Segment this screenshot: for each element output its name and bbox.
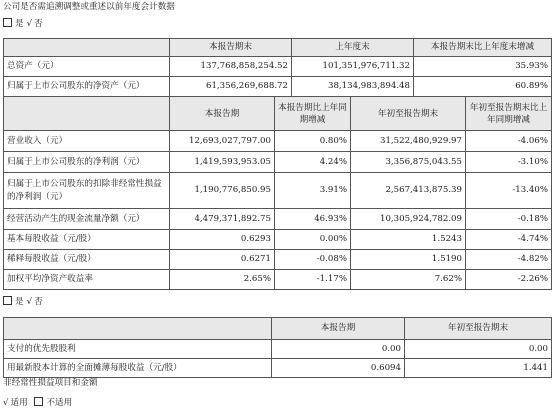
check-mark-icon: √ <box>26 19 33 29</box>
cell-value: 35.93% <box>414 57 552 77</box>
row-label: 支付的优先股股利 <box>4 340 272 359</box>
cell-value: 46.93% <box>275 209 351 230</box>
balance-table <box>3 38 552 97</box>
row-label: 经营活动产生的现金流量净额（元） <box>4 209 170 230</box>
cell-value: -1.17% <box>275 270 351 290</box>
header-cell <box>4 39 170 57</box>
header-cell: 年初至报告期末比上年同期增减 <box>466 97 552 131</box>
cell-value: 61,356,269,688.72 <box>170 77 292 97</box>
cell-value: -4.06% <box>466 131 552 152</box>
table-row <box>4 77 552 97</box>
cell-value: -4.74% <box>466 230 552 250</box>
not-applicable-label: 不适用 <box>46 398 73 408</box>
cell-value: -3.10% <box>466 152 552 173</box>
table-row <box>4 250 552 270</box>
cell-value: 1.5243 <box>351 230 466 250</box>
row-label: 基本每股收益（元/股） <box>4 230 170 250</box>
cell-value: 0.00 <box>272 340 405 359</box>
table-header-row <box>4 39 552 57</box>
yes-label: 是 <box>15 19 24 29</box>
cell-value: 3.91% <box>275 173 351 209</box>
table-row <box>4 57 552 77</box>
cell-value: 1.441 <box>405 359 552 378</box>
restatement-question: 公司是否需追溯调整或重述以前年度会计数据 <box>3 2 175 12</box>
row-label: 营业收入（元） <box>4 131 170 152</box>
cell-value: 1.5190 <box>351 250 466 270</box>
eps-table <box>3 317 552 378</box>
cell-value: -0.18% <box>466 209 552 230</box>
applicability-options <box>3 396 72 410</box>
header-cell: 本报告期 <box>170 97 275 131</box>
table-row <box>4 173 552 209</box>
header-cell: 本报告期末比上年度末增减 <box>414 39 552 57</box>
cell-value: 2.65% <box>170 270 275 290</box>
cell-value: 101,351,976,711.32 <box>292 57 414 77</box>
table-row <box>4 152 552 173</box>
cell-value: 1,419,593,953.05 <box>170 152 275 173</box>
cell-value: -0.08% <box>275 250 351 270</box>
check-mark-icon: √ <box>3 398 9 408</box>
table-header-row <box>4 318 552 340</box>
row-label: 用最新股本计算的全面摊薄每股收益（元/股） <box>4 359 272 378</box>
section-title: 非经常性损益项目和金额 <box>3 378 98 388</box>
check-mark-icon: √ <box>26 297 33 307</box>
cell-value: 7.62% <box>351 270 466 290</box>
cell-value: -4.82% <box>466 250 552 270</box>
cell-value: 0.80% <box>275 131 351 152</box>
cell-value: 4.24% <box>275 152 351 173</box>
yes-checkbox[interactable] <box>3 296 12 305</box>
row-label: 总资产（元） <box>4 57 170 77</box>
row-label: 归属于上市公司股东的扣除非经常性损益的净利润（元） <box>4 173 170 209</box>
cell-value: 12,693,027,797.00 <box>170 131 275 152</box>
cell-value: -2.26% <box>466 270 552 290</box>
cell-value: 38,134,983,894.48 <box>292 77 414 97</box>
header-cell: 本报告期 <box>272 318 405 340</box>
row-label: 加权平均净资产收益率 <box>4 270 170 290</box>
table-header-row <box>4 97 552 131</box>
cell-value: 31,522,480,929.97 <box>351 131 466 152</box>
row-label: 归属于上市公司股东的净利润（元） <box>4 152 170 173</box>
table-row <box>4 131 552 152</box>
header-cell <box>4 318 272 340</box>
cell-value: 2,567,413,875.39 <box>351 173 466 209</box>
cell-value: 137,768,858,254.52 <box>170 57 292 77</box>
table-row <box>4 340 552 359</box>
cell-value: 1,190,776,850.95 <box>170 173 275 209</box>
cell-value: 0.00 <box>405 340 552 359</box>
table-row <box>4 359 552 378</box>
table-row <box>4 270 552 290</box>
not-applicable-checkbox[interactable] <box>34 397 43 406</box>
preferred-dividend-options <box>3 295 43 309</box>
cell-value: 60.89% <box>414 77 552 97</box>
applicable-label: 适用 <box>10 398 28 408</box>
cell-value: 0.6293 <box>170 230 275 250</box>
no-label: 否 <box>34 19 43 29</box>
yes-label: 是 <box>15 297 24 307</box>
cell-value: 0.6094 <box>272 359 405 378</box>
cell-value: 10,305,924,782.09 <box>351 209 466 230</box>
cell-value: 0.6271 <box>170 250 275 270</box>
restatement-options <box>3 17 43 31</box>
row-label: 稀释每股收益（元/股） <box>4 250 170 270</box>
header-cell: 年初至报告期末 <box>405 318 552 340</box>
no-label: 否 <box>34 297 43 307</box>
table-row <box>4 209 552 230</box>
table-row <box>4 230 552 250</box>
cell-value: 4,479,371,892.75 <box>170 209 275 230</box>
header-cell: 本报告期末 <box>170 39 292 57</box>
cell-value: 0.00% <box>275 230 351 250</box>
cell-value: -13.40% <box>466 173 552 209</box>
header-cell: 上年度末 <box>292 39 414 57</box>
row-label: 归属于上市公司股东的净资产（元） <box>4 77 170 97</box>
performance-table <box>3 96 552 290</box>
header-cell <box>4 97 170 131</box>
yes-checkbox[interactable] <box>3 18 12 27</box>
header-cell: 年初至报告期末 <box>351 97 466 131</box>
cell-value: 3,356,875,043.55 <box>351 152 466 173</box>
header-cell: 本报告期比上年同期增减 <box>275 97 351 131</box>
